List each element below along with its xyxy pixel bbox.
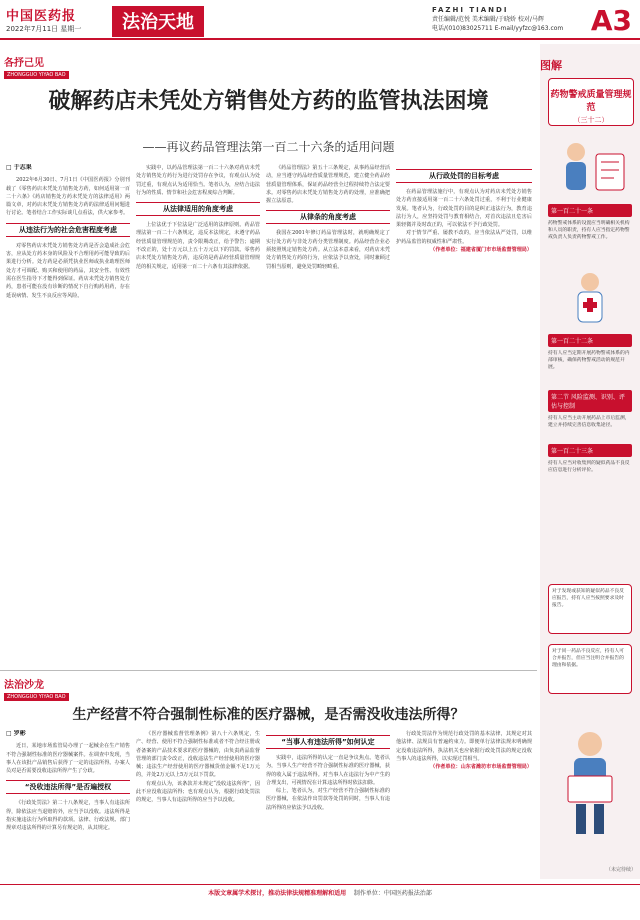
sidebar-continued: （未完待续） (605, 867, 636, 873)
sidebar-tag (540, 54, 640, 73)
masthead (0, 0, 640, 38)
sidebar-title-card (548, 78, 634, 126)
sidebar-item (548, 444, 632, 474)
article2-subheading-1: “没收违法所得”是否遍授权 (6, 780, 130, 794)
article1-col3 (266, 164, 390, 664)
sidebar-quote-box: 对于同一药品不良反应，持有人可合并报告，但应当注明合并报告的理由和依据。 (548, 644, 632, 694)
article2-tag (4, 676, 69, 701)
footer-text: 本版文章属学术探讨，推动法律法规精准理解和适用 (208, 890, 347, 897)
paragraph: 《药品管理法》第五十三条规定，从事药品经营活动，应当遵守药品经营质量管理规范，建立健全药品经营质量管理体系，保证药品经营全过程持续符合法定要求。对零售药店未凭处方销售处方药的处理，应准确把握立法原意。 (266, 165, 390, 205)
paragraph: 实践中，违法所得的认定一直是争议焦点。笔者认为，当事人生产经营不符合强制性标准的医疗器械，获得的收入属于违法所得。对当事人在违法行为中产生的合理支出，可视情况在计算违法所得时依法扣除。 (266, 755, 390, 786)
paragraph: 近日，某地市场监管局办理了一起械企在生产销售不符合强制性标准的医疗器械案件。在调查中发现，当事人在该批产品销售后获得了一定的违法所得。办案人员对是否需要没收违法所得产生了分歧。 (6, 743, 130, 775)
article2-author-note: （作者单位：山东省潍坊市市场监督管理局） (430, 764, 532, 771)
illustration-figure-icon (548, 134, 632, 198)
paragraph: 我国在2001年修订药品管理法时，就明确规定了实行处方药与非处方药分类管理制度。药品经营企业必须按照规定销售处方药。从立法本意来看，对药店未凭处方销售处方药的行为，应依法予以查处，同时兼顾过罚相当原则，避免处罚畸轻畸重。 (266, 230, 390, 270)
article1-subtitle: ——再议药品管理法第一百二十六条的适用问题 (142, 140, 395, 154)
article2-headline: 生产经营不符合强制性标准的医疗器械，是否需没收违法所得？ (72, 707, 465, 723)
column-tag-label: 各抒己见 (4, 58, 44, 69)
newspaper-logo: 中国医药报 (6, 9, 77, 24)
illustration-doctor-icon (548, 266, 632, 330)
sidebar-item (548, 334, 632, 371)
paragraph: 在药品管理法施行中，有观点认为对药店未凭处方销售处方药直接适用第一百二十六条处罚过重，不利于行业健康发展。笔者认为，行政处罚的目的是纠正违法行为，教育违法行为人，应坚持处罚与教育相结合，对首次违法且危害后果轻微并及时改正的，可以依法不予行政处罚。 (396, 189, 532, 229)
section-title: 法治天地 (112, 6, 204, 37)
article1-author-note: （作者单位：福建省厦门市市场监督管理局） (430, 247, 532, 254)
issue-date: 2022年7月11日 星期一 (6, 25, 82, 33)
masthead-rule (0, 38, 640, 40)
sidebar-item-text: 持有人应当对收集到的疑似药品不良反应信息进行分析评价。 (548, 461, 630, 473)
paragraph: 《行政处罚法》第二十八条规定，当事人有违法所得，除依法应当退赔的外，应当予以没收。违法所得是指实施违法行为所取得的款项。法律、行政法规、部门规章对违法所得的计算另有规定的，从其规定。 (6, 800, 130, 832)
editor-info (432, 6, 582, 33)
article1-col1 (6, 164, 130, 664)
paragraph: 2022年6月30日、7月1日《中国医药报》分别刊载了《零售药店未凭处方销售处方药，如何适用第一百二十六条》《药店销售处方药未凭处方的法律适用》两篇文章，对药店未凭处方销售处方药的法律适用问题进行讨论。笔者结合工作实际谈几点看法，供大家参考。 (6, 177, 130, 217)
article1-byline: □ 于志果 (6, 164, 32, 171)
article-separator (0, 670, 537, 671)
article1-col4 (396, 164, 532, 664)
article1-subheading-1: 从违法行为的社会危害程度考虑 (6, 223, 130, 237)
column-tag-label: 法治沙龙 (4, 680, 44, 691)
article1-col2 (136, 164, 260, 664)
sidebar-item-text: 持有人应当定期开展药物警戒体系的内部审核，确保药物警戒活动的规范开展。 (548, 351, 630, 370)
sidebar-card-title: 药物警戒质量管理规范 (550, 90, 632, 113)
sidebar-item-label: 第一百二十三条 (548, 444, 632, 457)
section-pinyin: FAZHI TIANDI (432, 6, 509, 14)
article1-subheading-3: 从律条的角度考虑 (266, 210, 390, 224)
contact-line: 电话/(010)83025711 E-mail/yyfzc@163.com (432, 25, 564, 32)
sidebar-item-label: 第一百二十二条 (548, 334, 632, 347)
sidebar-item-text: 持有人应当主动开展药品上市后监测，建立并持续完善信息收集途径。 (548, 416, 630, 428)
footer-org: 制作单位：中国医药报法治部 (353, 890, 432, 897)
column-tag-sub: ZHONGGUO YIYAO BAO (4, 71, 69, 79)
paragraph: 实践中，以药品管理法第一百二十六条对药店未凭处方销售处方药行为进行处罚存在争议，有观点认为处罚过重，有观点认为适用恰当。笔者认为，应结合违法行为的性质、情节和社会危害程度综合判断。 (136, 165, 260, 196)
article2-subheading-2: “当事人有违法所得”如何认定 (266, 735, 390, 749)
sidebar-item-text: 药物警戒体系的设置应当明确相关机构和人员的职责，持有人应当指定药物警戒负责人负责药物警戒工作。 (548, 221, 630, 240)
paragraph: 有观点认为，该条款并未规定“没收违法所得”，因此不应没收违法所得；也有观点认为，根据行政处罚法的规定，当事人有违法所得的应当予以没收。 (136, 780, 260, 804)
paragraph: 对于情节严重、屡教不改的，应当依法从严处罚，以维护药品监管的权威性和严肃性。 (396, 230, 532, 245)
column-tag-sub: ZHONGGUO YIYAO BAO (4, 693, 69, 701)
editor-line: 责任编辑/范悦 美术编辑/于晓娇 校对/马辉 (432, 16, 544, 23)
article1-headline: 破解药店未凭处方销售处方药的监管执法困境 (48, 89, 489, 114)
sidebar-quote-box: 对于发现或获知的疑似药品不良反应报告，持有人应当按照要求及时报告。 (548, 584, 632, 634)
sidebar-item (548, 204, 632, 241)
sidebar-item (548, 390, 632, 429)
sidebar-tag-label: 图解 (540, 59, 562, 72)
illustration-reading-icon (548, 714, 632, 844)
sidebar-illustrated (540, 44, 640, 879)
paragraph: 对零售药店未凭处方销售处方药是否会造成社会危害，应从处方药本身的风险及不合理用药可能导致的后果进行分析。处方药是必须凭执业医师或执业助理医师处方才可调配、购买和使用的药品，其安全性、有效性需在医生指导下才能得到保证。药店未凭处方销售处方药，患者可能在没有诊断的情况下自行购药用药，存在延误病情、发生不良反应等风险。 (6, 242, 130, 299)
article1-subheading-4: 从行政处罚的目标考虑 (396, 169, 532, 183)
paragraph: 《医疗器械监督管理条例》第八十六条规定，生产、经营、使用不符合强制性标准或者不符合经注册或者备案的产品技术要求的医疗器械的，由负责药品监督管理的部门责令改正，没收违法生产经营使用的医疗器械；违法生产经营使用的医疗器械货值金额不足1万元的，并处2万元以上5万元以下罚款。 (136, 731, 260, 779)
article2-byline: □ 罗彬 (6, 730, 26, 737)
sidebar-card-sub: （三十二） (573, 116, 609, 124)
article1-subheading-2: 从法律适用的角度考虑 (136, 202, 260, 216)
sidebar-item-label: 第二节 风险监测、识别、评估与控制 (548, 390, 632, 412)
page-footer (0, 884, 640, 904)
page-number: A3 (590, 4, 632, 37)
paragraph: 综上，笔者认为，对生产经营不符合强制性标准的医疗器械，在依法作出罚款等处罚的同时，当事人有违法所得的应依法予以没收。 (266, 788, 390, 811)
paragraph: 行政处罚法作为规范行政处罚的基本法律，其规定对其他法律、法规具有普遍约束力。即便单行法律法规未明确规定没收违法所得，执法机关也应依据行政处罚法的规定没收当事人的违法所得，以实现过罚相当。 (396, 731, 532, 762)
article1-tag (4, 54, 69, 79)
paragraph: 上位法优于下位法是广泛适用的法律原则。药品管理法第一百二十六条规定，违反本法规定，未遵守药品经营质量管理规范的，责令限期改正，给予警告；逾期不改正的，处十万元以上五十万元以下的罚款。零售药店未凭处方销售处方药，违反的是药品经营质量管理规范的相关规定，适用第一百二十六条有其法律依据。 (136, 222, 260, 270)
sidebar-item-label: 第一百二十一条 (548, 204, 632, 217)
